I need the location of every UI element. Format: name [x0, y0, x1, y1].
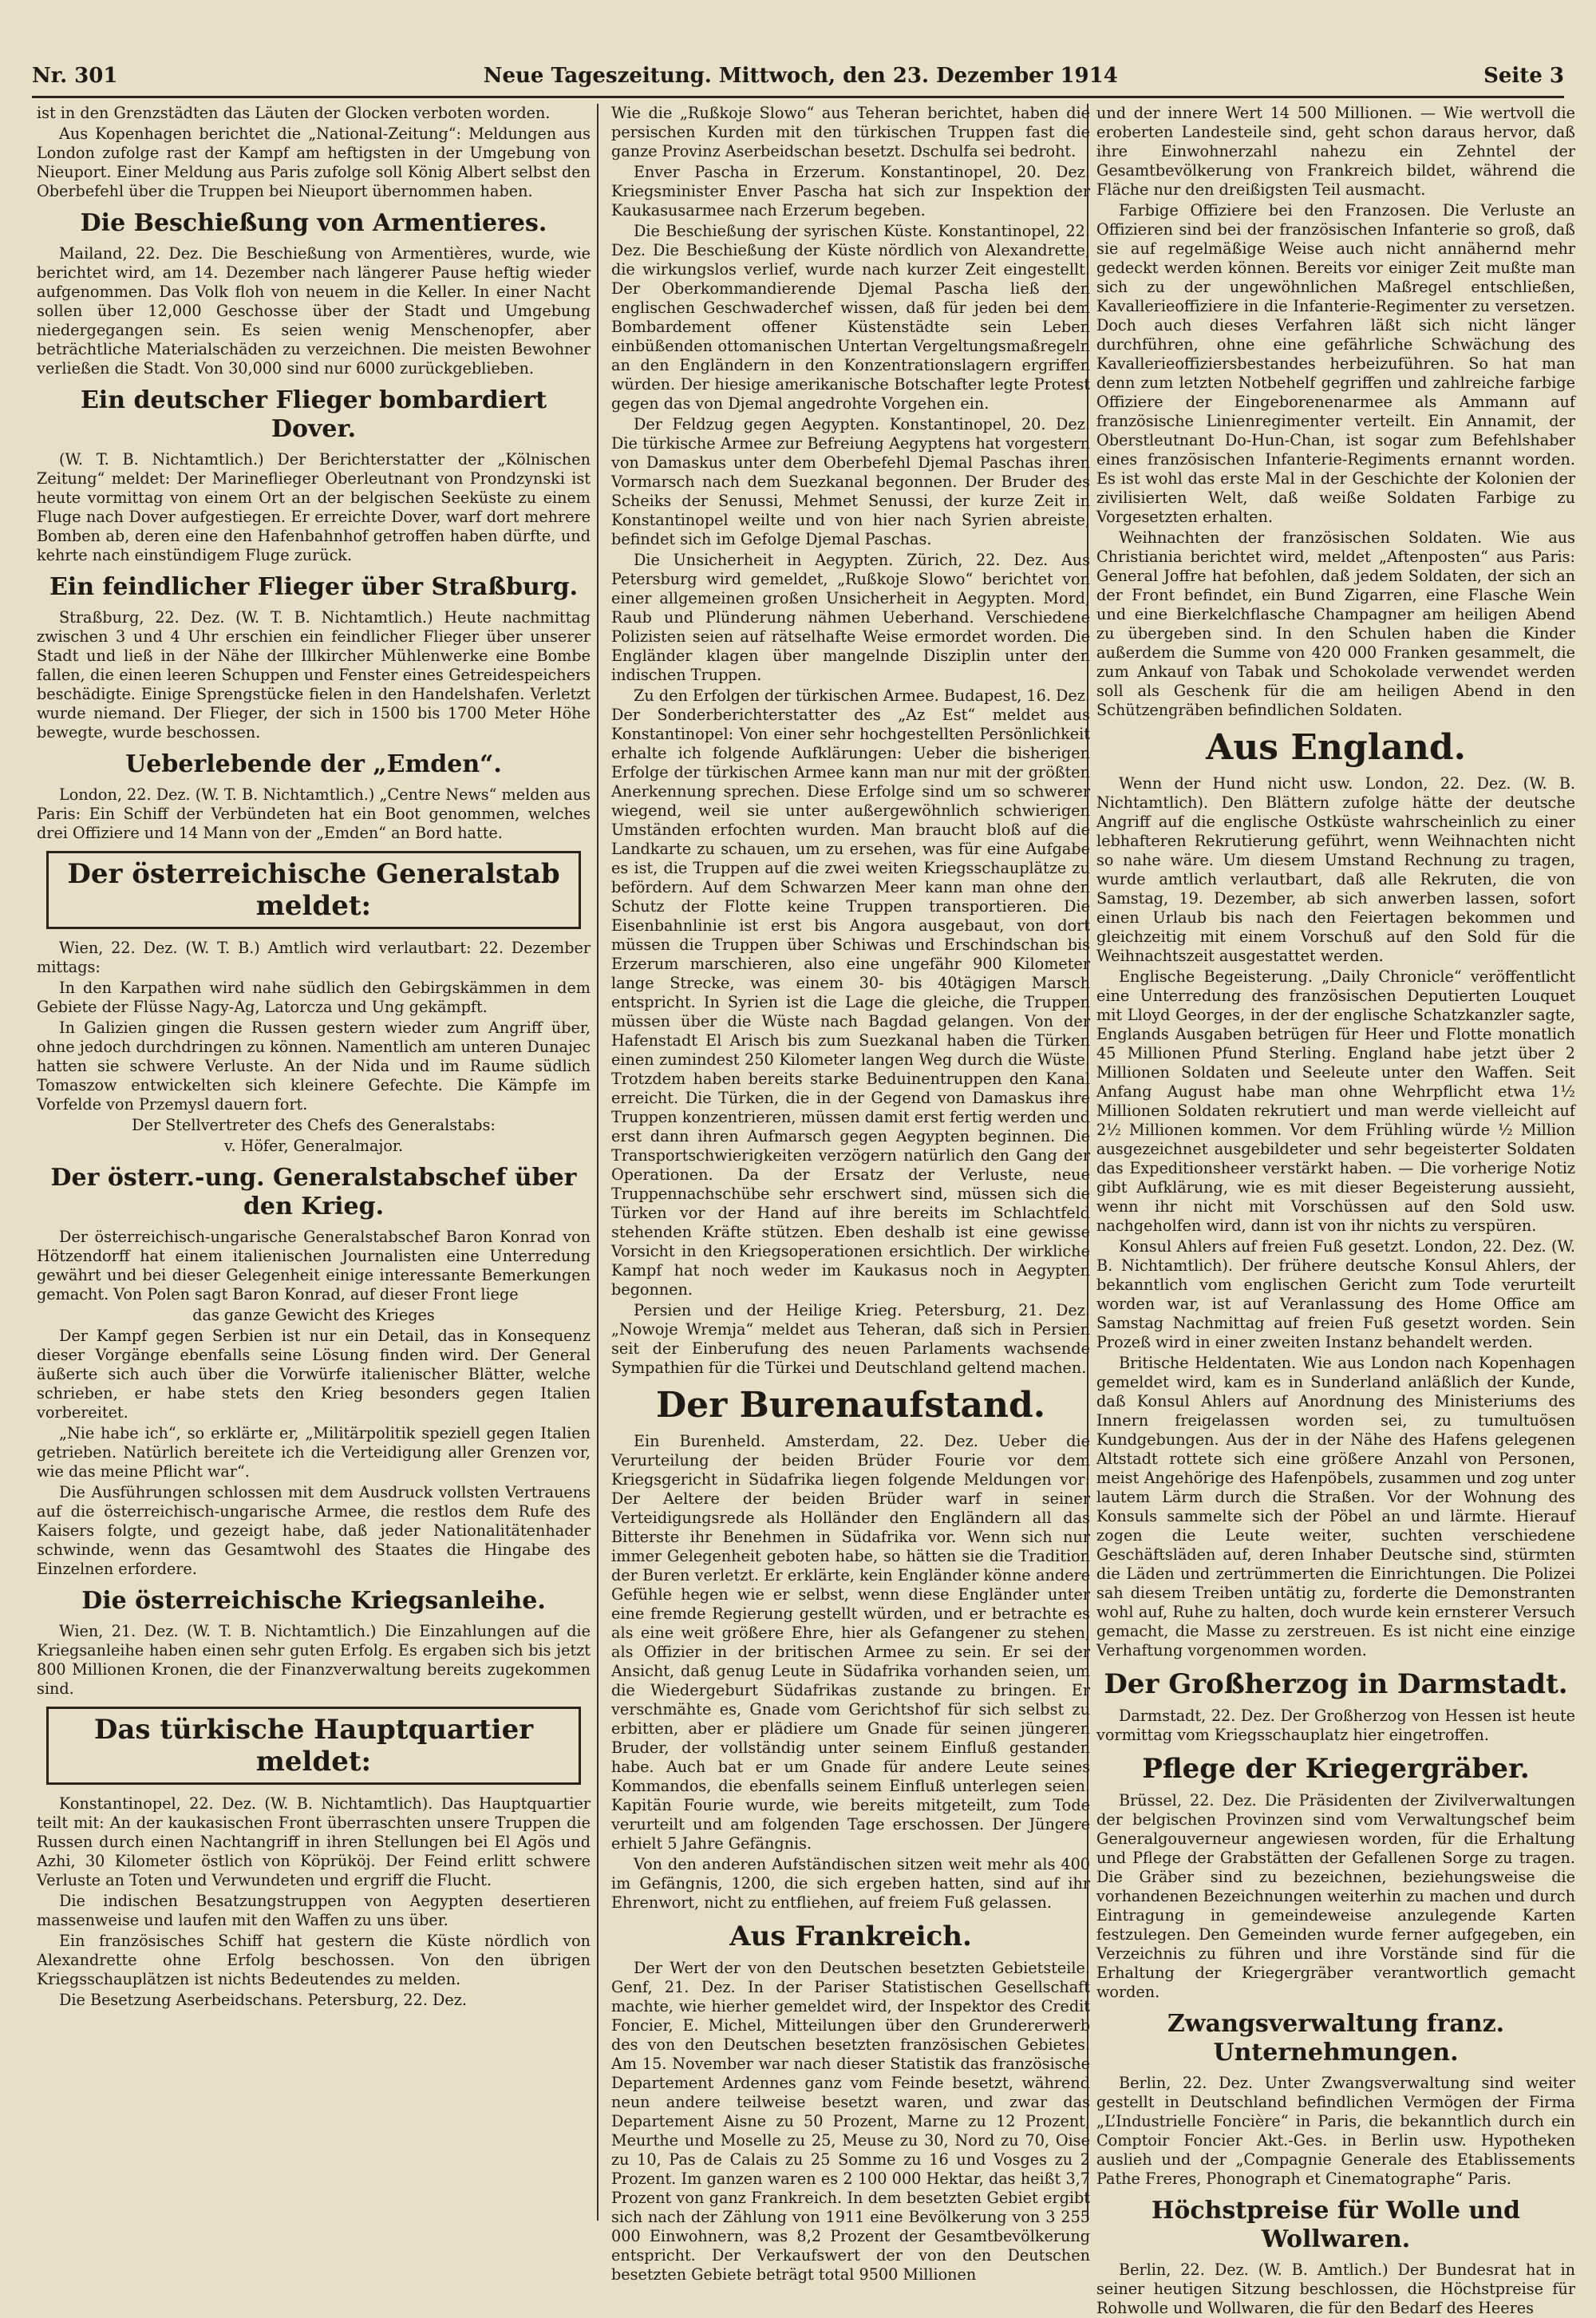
article-headline: Ein deutscher Flieger bombardiert Dover.: [80, 386, 547, 443]
article-paragraph: In Galizien gingen die Russen gestern wieder zum Angriff über, ohne jedoch durchdringen zu können. Namentlich am unteren Dunajec hatten sie schwere Verluste. An der Nida und im Raume südlich Tomaszow entwickelten sich kleinere Gefechte. Die Kämpfe im Vorfelde von Przemysl dauern fort.: [37, 1019, 591, 1114]
article-headline: Zwangsverwaltung franz. Unternehmungen.: [1167, 2010, 1505, 2067]
article-paragraph: Von den anderen Aufständischen sitzen weit mehr als 400 im Gefängnis, 1200, die sich ergeben hatten, sind auf ihr Ehrenwort, nicht zu entfliehen, auf freiem Fuß gelassen.: [611, 1855, 1090, 1912]
article-headline: Der österr.-ung. Generalstabschef über den Krieg.: [50, 1164, 577, 1220]
article-paragraph: Persien und der Heilige Krieg. Petersburg, 21. Dez. „Nowoje Wremja“ meldet aus Teheran, daß sich in Persien seit der Einberufung des neuen Parlaments wachsende Sympathien für die Türkei und Deutschland geltend machen.: [611, 1301, 1090, 1377]
article-paragraph: Konsul Ahlers auf freien Fuß gesetzt. London, 22. Dez. (W. B. Nichtamtlich). Der frühere deutsche Konsul Ahlers, der bekanntlich vom englischen Gericht zum Tode verurteilt worden war, ist auf Veranlassung des Home Office am Samstag Nachmittag auf freien Fuß gesetzt worden. Sein Prozeß wird in einer zweiten Instanz behandelt werden.: [1096, 1237, 1575, 1351]
article-paragraph: Wenn der Hund nicht usw. London, 22. Dez. (W. B. Nichtamtlich). Den Blättern zufolge hätte der deutsche Angriff auf die englische Ostküste wahrscheinlich zu einer lebhafteren Rekrutierung geführt, wenn Weihnachten nicht so nahe wäre. Um diesem Umstand Rechnung zu tragen, wurde amtlich verlautbart, daß alle Rekruten, die von Samstag, 19. Dezember, ab sich anwerben lassen, sofort einen Urlaub bis nach den Feiertagen bekommen und gleichzeitig mit einem Vorschuß auf den Sold für die Weihnachtszeit ausgestattet werden.: [1096, 774, 1575, 965]
article-paragraph: Wien, 21. Dez. (W. T. B. Nichtamtlich.) Die Einzahlungen auf die Kriegsanleihe haben einen sehr guten Erfolg. Es ergaben sich bis jetzt 800 Millionen Kronen, die der Finanzverwaltung bereits zugekommen sind.: [37, 1622, 591, 1698]
article-paragraph: Weihnachten der französischen Soldaten. Wie aus Christiania berichtet wird, meldet „Aftenposten“ aus Paris: General Joffre hat befohlen, daß jedem Soldaten, der sich an der Front befindet, ein Bund Zigarren, eine Flasche Wein und eine Bierkelchflasche Champagner am heiligen Abend zu übergeben sind. In den Schulen haben die Kinder außerdem die Summe von 420 000 Franken gesammelt, die zum Ankauf von Tabak und Schokolade verwendet werden soll als Geschenk für die am heiligen Abend in den Schützengräben befindlichen Soldaten.: [1096, 528, 1575, 719]
article-headline: Der Großherzog in Darmstadt.: [1104, 1668, 1568, 1700]
page-header: [32, 56, 1564, 98]
article-paragraph: Farbige Offiziere bei den Franzosen. Die Verluste an Offizieren sind bei der französischen Infanterie so groß, daß sie auf regelmäßige Weise auch nicht annähernd mehr gedeckt werden können. Bereits vor einiger Zeit mußte man sich zu der ungewöhnlichen Maßregel entschließen, Kavallerieoffiziere in die Infanterie-Regimenter zu versetzen. Doch auch dieses Verfahren läßt sich nicht länger durchführen, ohne eine gefährliche Schwächung des Kavallerieoffiziersbestandes herbeizuführen. So hat man denn zum letzten Notbehelf gegriffen und zahlreiche farbige Offiziere der Eingeborenenarmee als Ammann auf französische Linienregimenter verteilt. Ein Annamit, der Oberstleutnant Do-Hun-Chan, ist sogar zum Befehlshaber eines französischen Infanterie-Regiments ernannt worden. Es ist wohl das erste Mal in der Geschichte der Kolonien der zivilisierten Welt, daß weiße Soldaten Farbige zu Vorgesetzten erhalten.: [1096, 201, 1575, 526]
article-paragraph: Zu den Erfolgen der türkischen Armee. Budapest, 16. Dez. Der Sonderberichterstatter des „Az Est“ meldet aus Konstantinopel: Von einer sehr hochgestellten Persönlichkeit erhalte ich folgende Aufklärungen: Ueber die bisherigen Erfolge der türkischen Armee kann man nur mit der größten Anerkennung sprechen. Diese Erfolge sind um so schwerer wiegend, weil sie unter außergewöhnlich schwierigen Umständen erfochten wurden. Man braucht bloß auf die Landkarte zu schauen, um zu ersehen, was für eine Aufgabe es ist, die Truppen auf die zwei weiten Kriegsschauplätze zu befördern. Auf dem Schwarzen Meer kann man ohne den Schutz der Flotte keine Truppen transportieren. Die Eisenbahnlinie ist erst bis Angora ausgebaut, von dort müssen die Truppen über Schiwas und Erschindschan bis Erzerum marschieren, also eine ungefähr 900 Kilometer lange Strecke, was einem 30- bis 40tägigen Marsch entspricht. In Syrien ist die Lage die gleiche, die Truppen müssen über die Wüste nach Bagdad gelangen. Von der Hafenstadt El Arisch bis zum Suezkanal haben die Türken einen zumindest 250 Kilometer langen Weg durch die Wüste. Trotzdem haben bereits starke Beduinentruppen den Kanal erreicht. Die Türken, die in der Gegend von Damaskus ihre Truppen konzentrieren, müssen damit erst fertig werden und erst dann ihren Aufmarsch gegen Aegypten beginnen. Die Transportschwierigkeiten verzögern natürlich den Gang der Operationen. Da der Ersatz der Verluste, neue Truppennachschübe sehr erschwert sind, müssen sich die Türken vor der Hand auf ihre bereits im Schlachtfeld stehenden Kräfte stützen. Eben deshalb ist eine gewisse Vorsicht in den Kriegsoperationen ersichtlich. Der wirkliche Kampf hat noch weder im Kaukasus noch in Aegypten begonnen.: [611, 686, 1090, 1299]
article-paragraph: Die Ausführungen schlossen mit dem Ausdruck vollsten Vertrauens auf die österreichisch-ungarische Armee, die restlos dem Rufe des Kaisers folgte, und gezeigt habe, daß jeder Nationalitätenhader schwinde, wenn das Gesamtwohl des Staates die Hingabe des Einzelnen erfordere.: [37, 1483, 591, 1578]
article-paragraph: Berlin, 22. Dez. Unter Zwangsverwaltung sind weiter gestellt in Deutschland befindlichen Vermögen der Firma „L’Industrielle Foncière“ in Paris, die bekanntlich durch ein Comptoir Foncier Akt.-Ges. in Berlin usw. Hypotheken auslieh und der „Compagnie Generale des Etablissements Pathe Freres, Phonograph et Cinematographe“ Paris.: [1096, 2074, 1575, 2188]
centered-line: v. Höfer, Generalmajor.: [223, 1137, 404, 1155]
page-number: Seite 3: [1483, 64, 1564, 88]
article-paragraph: Konstantinopel, 22. Dez. (W. B. Nichtamtlich). Das Hauptquartier teilt mit: An der kaukasischen Front überraschten unsere Truppen die Russen durch einen Nachtangriff in ihren Stellungen bei El Agös und Azhi, 30 Kilometer östlich von Köprüköj. Der Feind erlitt schwere Verluste an Toten und Verwundeten und ergriff die Flucht.: [37, 1794, 591, 1889]
article-paragraph: Britische Heldentaten. Wie aus London nach Kopenhagen gemeldet wird, kam es in Sunderland anläßlich der Kunde, daß Konsul Ahlers auf Anordnung des Ministeriums des Innern freigelassen worden sei, zu tumultuösen Kundgebungen. Aus der in der Nähe des Hafens gelegenen Altstadt rottete sich eine größere Anzahl von Personen, meist Angehörige des Hafenpöbels, zusammen und zog unter lautem Lärm durch die Straßen. Vor der Wohnung des Konsuls sammelte sich der Pöbel an und lärmte. Hierauf zogen die Leute weiter, suchten verschiedene Geschäftsläden auf, deren Inhaber Deutsche sind, stürmten die Läden und zertrümmerten die Einrichtungen. Die Polizei sah diesem Treiben untätig zu, forderte die Demonstranten wohl auf, Ruhe zu halten, doch wurde kein ernsterer Versuch gemacht, die Masse zu zerstreuen. Es ist nicht eine einzige Verhaftung vorgenommen worden.: [1096, 1354, 1575, 1659]
article-paragraph: „Nie habe ich“, so erklärte er, „Militärpolitik speziell gegen Italien getrieben. Natürlich bereitete ich die Verteidigung aller Grenzen vor, wie das meine Pflicht war“.: [37, 1424, 591, 1481]
column-rule: [597, 104, 598, 2221]
article-headline: Höchstpreise für Wolle und Wollwaren.: [1151, 2197, 1520, 2253]
article-paragraph: Berlin, 22. Dez. (W. B. Amtlich.) Der Bundesrat hat in seiner heutigen Sitzung beschlossen, die Höchstpreise für Rohwolle und Wollwaren, die für den Bedarf des Heeres: [1096, 2261, 1575, 2317]
article-paragraph: Der Kampf gegen Serbien ist nur ein Detail, das in Konsequenz dieser Vorgänge ebenfalls seine Lösung finden wird. Der General äußerte sich auch über die Vorwürfe italienischer Blätter, welche schrieben, er habe stets den Krieg besonders gegen Italien vorbereitet.: [37, 1327, 591, 1422]
column-2: [606, 104, 1095, 2284]
article-paragraph: Wie die „Rußkoje Slowo“ aus Teheran berichtet, haben die persischen Kurden mit den türkischen Truppen fast die ganze Provinz Aserbeidschan besetzt. Dschulfa sei bedroht.: [611, 104, 1090, 160]
article-paragraph: Englische Begeisterung. „Daily Chronicle“ veröffentlicht eine Unterredung des französischen Deputierten Louquet mit Lloyd Georges, in der der englische Schatzkanzler sagte, Englands Ausgaben betrügen für Heer und Flotte monatlich 45 Millionen Pfund Sterling. England habe jetzt über 2 Millionen Soldaten und Seeleute unter den Waffen. Seit Anfang August habe man ohne Wehrpflicht etwa 1½ Millionen Soldaten rekrutiert und man werde vielleicht auf 2½ Millionen kommen. Vor dem Frühling würde ½ Million ausgezeichnet ausgebildeter und sehr begeisterter Soldaten das Expeditionsheer verstärkt haben. — Die vorherige Notiz gibt Aufklärung, wie es mit dieser Begeisterung aussieht, wenn ihr nicht mit Vorschüssen auf den Sold usw. nachgeholfen wird, dann ist von ihr nichts zu verspüren.: [1096, 967, 1575, 1235]
article-headline: Aus Frankreich.: [729, 1920, 972, 1952]
article-paragraph: Wien, 22. Dez. (W. T. B.) Amtlich wird verlautbart: 22. Dezember mittags:: [37, 939, 591, 976]
article-paragraph: London, 22. Dez. (W. T. B. Nichtamtlich.) „Centre News“ melden aus Paris: Ein Schiff der Verbündeten hat ein Boot genommen, welches drei Offiziere und 14 Mann von der „Emden“ an Bord hatte.: [37, 785, 591, 842]
boxed-headline: Der österreichische Generalstab meldet:: [46, 851, 581, 929]
article-headline: Die österreichische Kriegsanleihe.: [81, 1587, 546, 1615]
article-headline: Die Beschießung von Armentieres.: [80, 209, 547, 237]
article-paragraph: Die Beschießung der syrischen Küste. Konstantinopel, 22. Dez. Die Beschießung der Küste nördlich von Alexandrette, die wirkungslos verlief, wurde nach kurzer Zeit eingestellt. Der Oberkommandierende Djemal Pascha ließ den englischen Geschwaderchef wissen, daß für jeden bei dem Bombardement offener Küstenstädte sein Leben einbüßenden ottomanischen Untertan Vergeltungsmaßregeln an den Engländern in den Konzentrationslagern ergriffen würden. Der hiesige amerikanische Botschafter legte Protest gegen das von Djemal angedrohte Vorgehen ein.: [611, 222, 1090, 413]
article-paragraph: Brüssel, 22. Dez. Die Präsidenten der Zivilverwaltungen der belgischen Provinzen sind vom Verwaltungschef beim Generalgouverneur angewiesen worden, für die Erhaltung und Pflege der Grabstätten der Gefallenen Sorge zu tragen. Die Gräber sind zu bezeichnen, beziehungsweise die vorhandenen Bezeichnungen weiterhin zu machen und durch Eintragung in gemeindeweise anzulegende Karten festzulegen. Den Gemeinden wurde ferner aufgegeben, ein Verzeichnis zu führen und ihre Vorstände sind für die Erhaltung der Kriegergräber verantwortlich gemacht worden.: [1096, 1791, 1575, 2001]
article-paragraph: Darmstadt, 22. Dez. Der Großherzog von Hessen ist heute vormittag vom Kriegsschauplatz hier eingetroffen.: [1096, 1707, 1575, 1744]
article-paragraph: Der österreichisch-ungarische Generalstabschef Baron Konrad von Hötzendorff hat einem italienischen Journalisten eine Unterredung gewährt und bei dieser Gelegenheit einige interessante Bemerkungen gemacht. Von Polen sagt Baron Konrad, auf dieser Front liege: [37, 1228, 591, 1303]
issue-number: Nr. 301: [32, 64, 118, 88]
boxed-headline: Das türkische Hauptquartier meldet:: [46, 1707, 581, 1785]
article-paragraph: Die Unsicherheit in Aegypten. Zürich, 22. Dez. Aus Petersburg wird gemeldet, „Rußkoje Slowo“ berichtet von einer allgemeinen großen Unsicherheit in Aegypten. Mord, Raub und Plünderung nähmen Ueberhand. Verschiedene Polizisten seien auf rätselhafte Weise ermordet worden. Die Engländer klagen über mangelnde Disziplin unter den indischen Truppen.: [611, 551, 1090, 684]
article-paragraph: Der Wert der von den Deutschen besetzten Gebietsteile. Genf, 21. Dez. In der Pariser Statistischen Gesellschaft machte, wie hierher gemeldet wird, der Inspektor des Credit Foncier, E. Michel, Mitteilungen über den Grundererwerb des von den Deutschen besetzten französischen Gebietes. Am 15. November war nach dieser Statistik das französische Departement Ardennes ganz vom Feinde besetzt, während neun andere teilweise besetzt waren, und zwar das Departement Aisne zu 50 Prozent, Marne zu 12 Prozent, Meurthe und Moselle zu 25, Meuse zu 30, Nord zu 70, Oise zu 10, Pas de Calais zu 25 Somme zu 16 und Vosges zu 2 Prozent. Im ganzen waren es 2 100 000 Hektar, das heißt 3,7 Prozent von ganz Frankreich. In dem besetzten Gebiet ergibt sich nach der Zählung von 1911 eine Bevölkerung von 3 255 000 Einwohnern, was 8,2 Prozent der Gesamtbevölkerung entspricht. Der Verkaufswert der von den Deutschen besetzten Gebiete beträgt total 9500 Millionen: [611, 1959, 1090, 2284]
article-paragraph: Der Feldzug gegen Aegypten. Konstantinopel, 20. Dez. Die türkische Armee zur Befreiung Aegyptens hat vorgestern von Damaskus unter dem Oberbefehl Djemal Paschas ihren Vormarsch nach dem Suezkanal begonnen. Der Bruder des Scheiks der Senussi, Mehmet Senussi, der kurze Zeit in Konstantinopel weilte und von hier nach Syrien abreiste, befindet sich im Gefolge Djemal Paschas.: [611, 415, 1090, 548]
article-headline: Pflege der Kriegergräber.: [1142, 1753, 1530, 1785]
article-paragraph: Straßburg, 22. Dez. (W. T. B. Nichtamtlich.) Heute nachmittag zwischen 3 und 4 Uhr erschien ein feindlicher Flieger über unserer Stadt und ließ in der Nähe der Illkircher Mühlenwerke eine Bombe fallen, die einen leeren Schuppen und Fenster eines Getreidespeichers beschädigte. Einige Sprengstücke fielen in den Handelshafen. Verletzt wurde niemand. Der Flieger, der sich in 1500 bis 1700 Meter Höhe bewegte, wurde beschossen.: [37, 608, 591, 742]
centered-line: das ganze Gewicht des Krieges: [192, 1306, 435, 1324]
newspaper-title-date: Neue Tageszeitung. Mittwoch, den 23. Dezember 1914: [483, 64, 1118, 88]
article-paragraph: (W. T. B. Nichtamtlich.) Der Berichterstatter der „Kölnischen Zeitung“ meldet: Der Marineflieger Oberleutnant von Prondzynski ist heute vormittag von einem Ort an der belgischen Seeküste zu einem Fluge nach Dover aufgestiegen. Er erreichte Dover, warf dort mehrere Bomben ab, deren eine den Hafenbahnhof getroffen haben dürfte, und kehrte nach einstündigem Fluge zurück.: [37, 450, 591, 564]
article-paragraph: Ein französisches Schiff hat gestern die Küste nördlich von Alexandrette ohne Erfolg beschossen. Von den übrigen Kriegsschauplätzen ist nichts Bedeutendes zu melden.: [37, 1932, 591, 1988]
article-paragraph: Die Besetzung Aserbeidschans. Petersburg, 22. Dez.: [59, 1991, 467, 2009]
article-paragraph: In den Karpathen wird nahe südlich den Gebirgskämmen in dem Gebiete der Flüsse Nagy-Ag, Latorcza und Ung gekämpft.: [37, 979, 591, 1016]
article-headline: Ein feindlicher Flieger über Straßburg.: [49, 573, 579, 601]
article-paragraph: und der innere Wert 14 500 Millionen. — Wie wertvoll die eroberten Landesteile sind, geht schon daraus hervor, daß ihre Einwohnerzahl nahezu ein Zehntel der Gesamtbevölkerung von Frankreich bildet, während die Fläche nur den dreißigsten Teil ausmacht.: [1096, 104, 1575, 199]
article-headline: Ueberlebende der „Emden“.: [125, 750, 502, 778]
article-headline: Aus England.: [1206, 727, 1466, 768]
column-3: [1092, 104, 1580, 2317]
article-paragraph: ist in den Grenzstädten das Läuten der Glocken verboten worden.: [37, 104, 551, 122]
article-paragraph: Die indischen Besatzungstruppen von Aegypten desertieren massenweise und laufen mit den Waffen zu uns über.: [37, 1892, 591, 1929]
article-paragraph: Aus Kopenhagen berichtet die „National-Zeitung“: Meldungen aus London zufolge rast der Kampf am heftigsten in der Umgebung von Nieuport. Einer Meldung aus Paris zufolge soll König Albert selbst den Oberbefehl über die Truppen bei Nieuport übernommen haben.: [37, 125, 591, 200]
column-1: [32, 104, 595, 2221]
article-paragraph: Mailand, 22. Dez. Die Beschießung von Armentières, wurde, wie berichtet wird, am 14. Dezember nach längerer Pause heftig wieder aufgenommen. Das Volk floh von neuem in die Keller. In einer Nacht sollen über 12,000 Geschosse über der Stadt und Umgebung niedergegangen sein. Es seien wenig Menschenopfer, aber beträchtliche Materialschäden zu verzeichnen. Die meisten Bewohner verließen die Stadt. Von 30,000 sind nur 6000 zurückgeblieben.: [37, 244, 591, 378]
article-paragraph: Ein Burenheld. Amsterdam, 22. Dez. Ueber die Verurteilung der beiden Brüder Fourie vor dem Kriegsgericht in Südafrika liegen folgende Meldungen vor: Der Aeltere der beiden Brüder warf in seiner Verteidigungsrede als Holländer den Engländern all das Bitterste ihr Benehmen in Südafrika vor. Wenn sich nur immer Gelegenheit geboten habe, so hätten sie die Tradition der Buren verletzt. Er erklärte, kein Engländer könne andere Gefühle hegen wie er selbst, wenn diese Engländer unter eine fremde Regierung gestellt würden, und er betrachte es als eine weit größere Ehre, hier als Gefangener zu stehen, als Offizier in der britischen Armee zu sein. Er sei der Ansicht, daß genug Leute in Südafrika vorhanden seien, um die Wiedergeburt Südafrikas zustande zu bringen. Er verschmähte es, Gnade vom Gerichtshof für sich selbst zu erbitten, aber er plädiere um Gnade für seinen jüngeren Bruder, der vollständig unter seinem Einfluß gestanden habe. Auch bat er um Gnade für andere Leute seines Kommandos, die ebenfalls seinem Einfluß unterlegen seien. Kapitän Fourie wurde, wie bereits mitgeteilt, zum Tode verurteilt und am folgenden Tage erschossen. Der Jüngere erhielt 5 Jahre Gefängnis.: [611, 1432, 1090, 1853]
article-headline: Der Burenaufstand.: [655, 1385, 1046, 1426]
centered-line: Der Stellvertreter des Chefs des Generalstabs:: [132, 1116, 496, 1134]
article-paragraph: Enver Pascha in Erzerum. Konstantinopel, 20. Dez. Kriegsminister Enver Pascha hat sich zur Inspektion der Kaukasusarmee nach Erzerum begeben.: [611, 163, 1090, 220]
